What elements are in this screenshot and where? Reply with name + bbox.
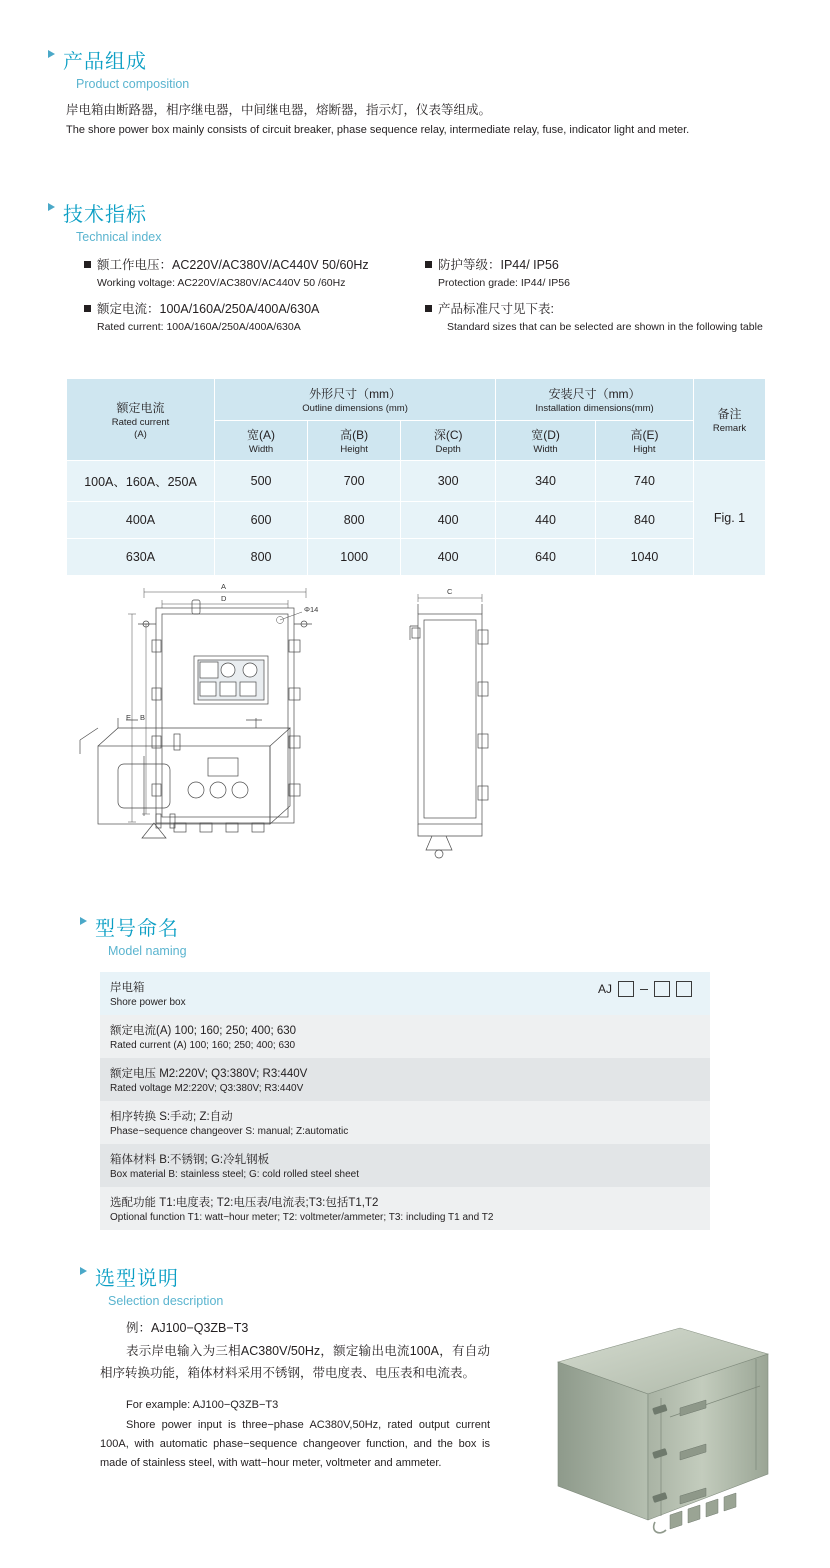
- drawing-side-view: [410, 594, 488, 858]
- bullet-square-icon: [84, 305, 91, 312]
- label-C: C: [447, 587, 453, 596]
- spec-item-protection-grade: [425, 255, 765, 292]
- section-selection-description: [80, 1262, 223, 1308]
- spec-label-en: Protection grade: IP44/ IP56: [438, 277, 570, 289]
- section-title-en: Technical index: [76, 230, 162, 244]
- cell-depth-c: 400: [401, 539, 496, 576]
- model-label-en: Rated current (A) 100; 160; 250; 400; 630: [110, 1040, 296, 1051]
- model-label-en: Rated voltage M2:220V; Q3:380V; R3:440V: [110, 1083, 304, 1094]
- model-label-en: Shore power box: [110, 997, 186, 1008]
- bullet-square-icon: [425, 261, 432, 268]
- cell-height-b: 700: [308, 461, 401, 502]
- spec-label-cn: 产品标准尺寸见下表:: [438, 301, 554, 316]
- bullet-square-icon: [84, 261, 91, 268]
- specification-table: [66, 378, 766, 576]
- triangle-marker-icon: [48, 203, 55, 211]
- section-product-composition: [48, 45, 189, 91]
- model-label-en: Box material B: stainless steel; G: cold rolled steel sheet: [110, 1169, 360, 1180]
- section-title-en: Model naming: [108, 944, 187, 958]
- model-row-optional-function: [100, 1187, 710, 1230]
- spec-list-left: [84, 255, 414, 343]
- cell-height-e: 840: [595, 502, 693, 539]
- model-label-cn: 相序转换 S:手动; Z:自动: [110, 1111, 233, 1123]
- spec-label-cn: 额工作电压：AC220V/AC380V/AC440V 50/60Hz: [97, 258, 369, 272]
- selection-detail-en: Shore power input is three−phase AC380V,50Hz, rated output current 100A, with automatic phase−sequence changeover function, and the box is made of stainless steel, with watt−hour meter, voltmeter and ammeter.: [100, 1419, 490, 1469]
- model-label-en: Phase−sequence changeover S: manual; Z:automatic: [110, 1126, 349, 1137]
- model-naming-table: [100, 972, 710, 1230]
- model-label-en: Optional function T1: watt−hour meter; T2: voltmeter/ammeter; T3: including T1 and T2: [110, 1212, 494, 1223]
- cell-width-d: 640: [496, 539, 596, 576]
- table-row: [67, 461, 766, 502]
- section-title-en: Selection description: [108, 1294, 224, 1308]
- table-header-row: [67, 379, 766, 421]
- header-outline-dimensions: 外形尺寸（mm） Outline dimensions (mm): [215, 379, 496, 421]
- section-technical-index: [48, 198, 161, 244]
- drawing-front-view: [138, 600, 312, 838]
- model-row-rated-voltage: [100, 1058, 710, 1101]
- label-D: D: [221, 594, 227, 603]
- model-label-cn: 岸电箱: [110, 982, 145, 994]
- bullet-square-icon: [425, 305, 432, 312]
- code-box-2: [654, 981, 670, 997]
- cell-width-d: 340: [496, 461, 596, 502]
- drawing-top-view: [80, 718, 290, 828]
- table-row: [67, 502, 766, 539]
- cell-depth-c: 300: [401, 461, 496, 502]
- triangle-marker-icon: [80, 917, 87, 925]
- cell-height-b: 1000: [308, 539, 401, 576]
- model-code-row: [598, 981, 692, 997]
- cell-width-d: 440: [496, 502, 596, 539]
- selection-description-text: [100, 1318, 490, 1475]
- spec-item-standard-sizes: [425, 299, 765, 336]
- cell-current: 630A: [67, 539, 215, 576]
- subheader-width-d: 宽(D) Width: [496, 421, 596, 461]
- cell-height-b: 800: [308, 502, 401, 539]
- section-title-cn: 技术指标: [63, 204, 147, 226]
- spec-label-cn: 额定电流：100A/160A/250A/400A/630A: [97, 301, 320, 316]
- subheader-height-b: 高(B) Height: [308, 421, 401, 461]
- triangle-marker-icon: [80, 1267, 87, 1275]
- cell-width-a: 800: [215, 539, 308, 576]
- section-model-naming: [80, 912, 187, 958]
- section-title-en: Product composition: [76, 77, 190, 91]
- section-title-cn: 产品组成: [63, 51, 147, 73]
- product-composition-text: [66, 100, 786, 140]
- model-label-cn: 额定电压 M2:220V; Q3:380V; R3:440V: [110, 1068, 308, 1080]
- section-title-cn: 型号命名: [95, 918, 179, 940]
- model-row-rated-current: [100, 1015, 710, 1058]
- code-box-3: [676, 981, 692, 997]
- spec-item-working-voltage: [84, 255, 414, 292]
- cell-remark: Fig. 1: [694, 461, 766, 576]
- product-text-en: The shore power box mainly consists of circuit breaker, phase sequence relay, intermediate relay, fuse, indicator light and meter.: [66, 124, 690, 137]
- triangle-marker-icon: [48, 50, 55, 58]
- table-row: [67, 539, 766, 576]
- drawing-svg: [66, 578, 766, 868]
- code-dash-icon: [640, 989, 648, 990]
- product-photo-svg: [520, 1310, 790, 1540]
- selection-example-cn: 例：AJ100−Q3ZB−T3: [126, 1321, 249, 1335]
- subheader-width-a: 宽(A) Width: [215, 421, 308, 461]
- cell-height-e: 740: [595, 461, 693, 502]
- product-photo: [520, 1310, 790, 1540]
- model-label-cn: 箱体材料 B:不锈钢; G:冷轧钢板: [110, 1154, 270, 1166]
- code-box-1: [618, 981, 634, 997]
- cell-width-a: 600: [215, 502, 308, 539]
- selection-detail-cn: 表示岸电输入为三相AC380V/50Hz，额定输出电流100A，有自动相序转换功能，箱体材料采用不锈钢，带电度表、电压表和电流表。: [100, 1344, 490, 1380]
- cell-height-e: 1040: [595, 539, 693, 576]
- subheader-depth-c: 深(C) Depth: [401, 421, 496, 461]
- model-label-cn: 选配功能 T1:电度表; T2:电压表/电流表;T3:包括T1,T2: [110, 1197, 379, 1209]
- subheader-height-e: 高(E) Hight: [595, 421, 693, 461]
- selection-example-en: For example: AJ100−Q3ZB−T3: [126, 1398, 279, 1411]
- spec-label-en: Standard sizes that can be selected are shown in the following table: [447, 320, 763, 333]
- cell-current: 400A: [67, 502, 215, 539]
- label-E: E: [126, 713, 132, 722]
- product-text-cn: 岸电箱由断路器，相序继电器，中间继电器，熔断器，指示灯，仪表等组成。: [66, 103, 492, 117]
- model-row-shore-power-box: [100, 972, 710, 1015]
- spec-label-en: Working voltage: AC220V/AC380V/AC440V 50 /60Hz: [97, 277, 346, 289]
- spec-item-rated-current: [84, 299, 414, 336]
- model-row-box-material: [100, 1144, 710, 1187]
- model-row-phase-changeover: [100, 1101, 710, 1144]
- cell-current: 100A、160A、250A: [67, 461, 215, 502]
- header-rated-current: 额定电流 Rated current (A): [67, 379, 215, 461]
- cell-width-a: 500: [215, 461, 308, 502]
- label-B: B: [140, 713, 146, 722]
- spec-label-cn: 防护等级：IP44/ IP56: [438, 258, 559, 272]
- header-remark: 备注 Remark: [694, 379, 766, 461]
- spec-list-right: [425, 255, 765, 343]
- technical-drawing: [66, 578, 766, 868]
- cell-depth-c: 400: [401, 502, 496, 539]
- model-label-cn: 额定电流(A) 100; 160; 250; 400; 630: [110, 1025, 297, 1037]
- model-code-prefix: AJ: [597, 982, 612, 996]
- label-A: A: [221, 582, 227, 591]
- spec-label-en: Rated current: 100A/160A/250A/400A/630A: [97, 320, 301, 333]
- section-title-cn: 选型说明: [95, 1268, 179, 1290]
- header-installation-dimensions: 安装尺寸（mm） Installation dimensions(mm): [496, 379, 694, 421]
- label-phi14: Φ14: [304, 605, 319, 614]
